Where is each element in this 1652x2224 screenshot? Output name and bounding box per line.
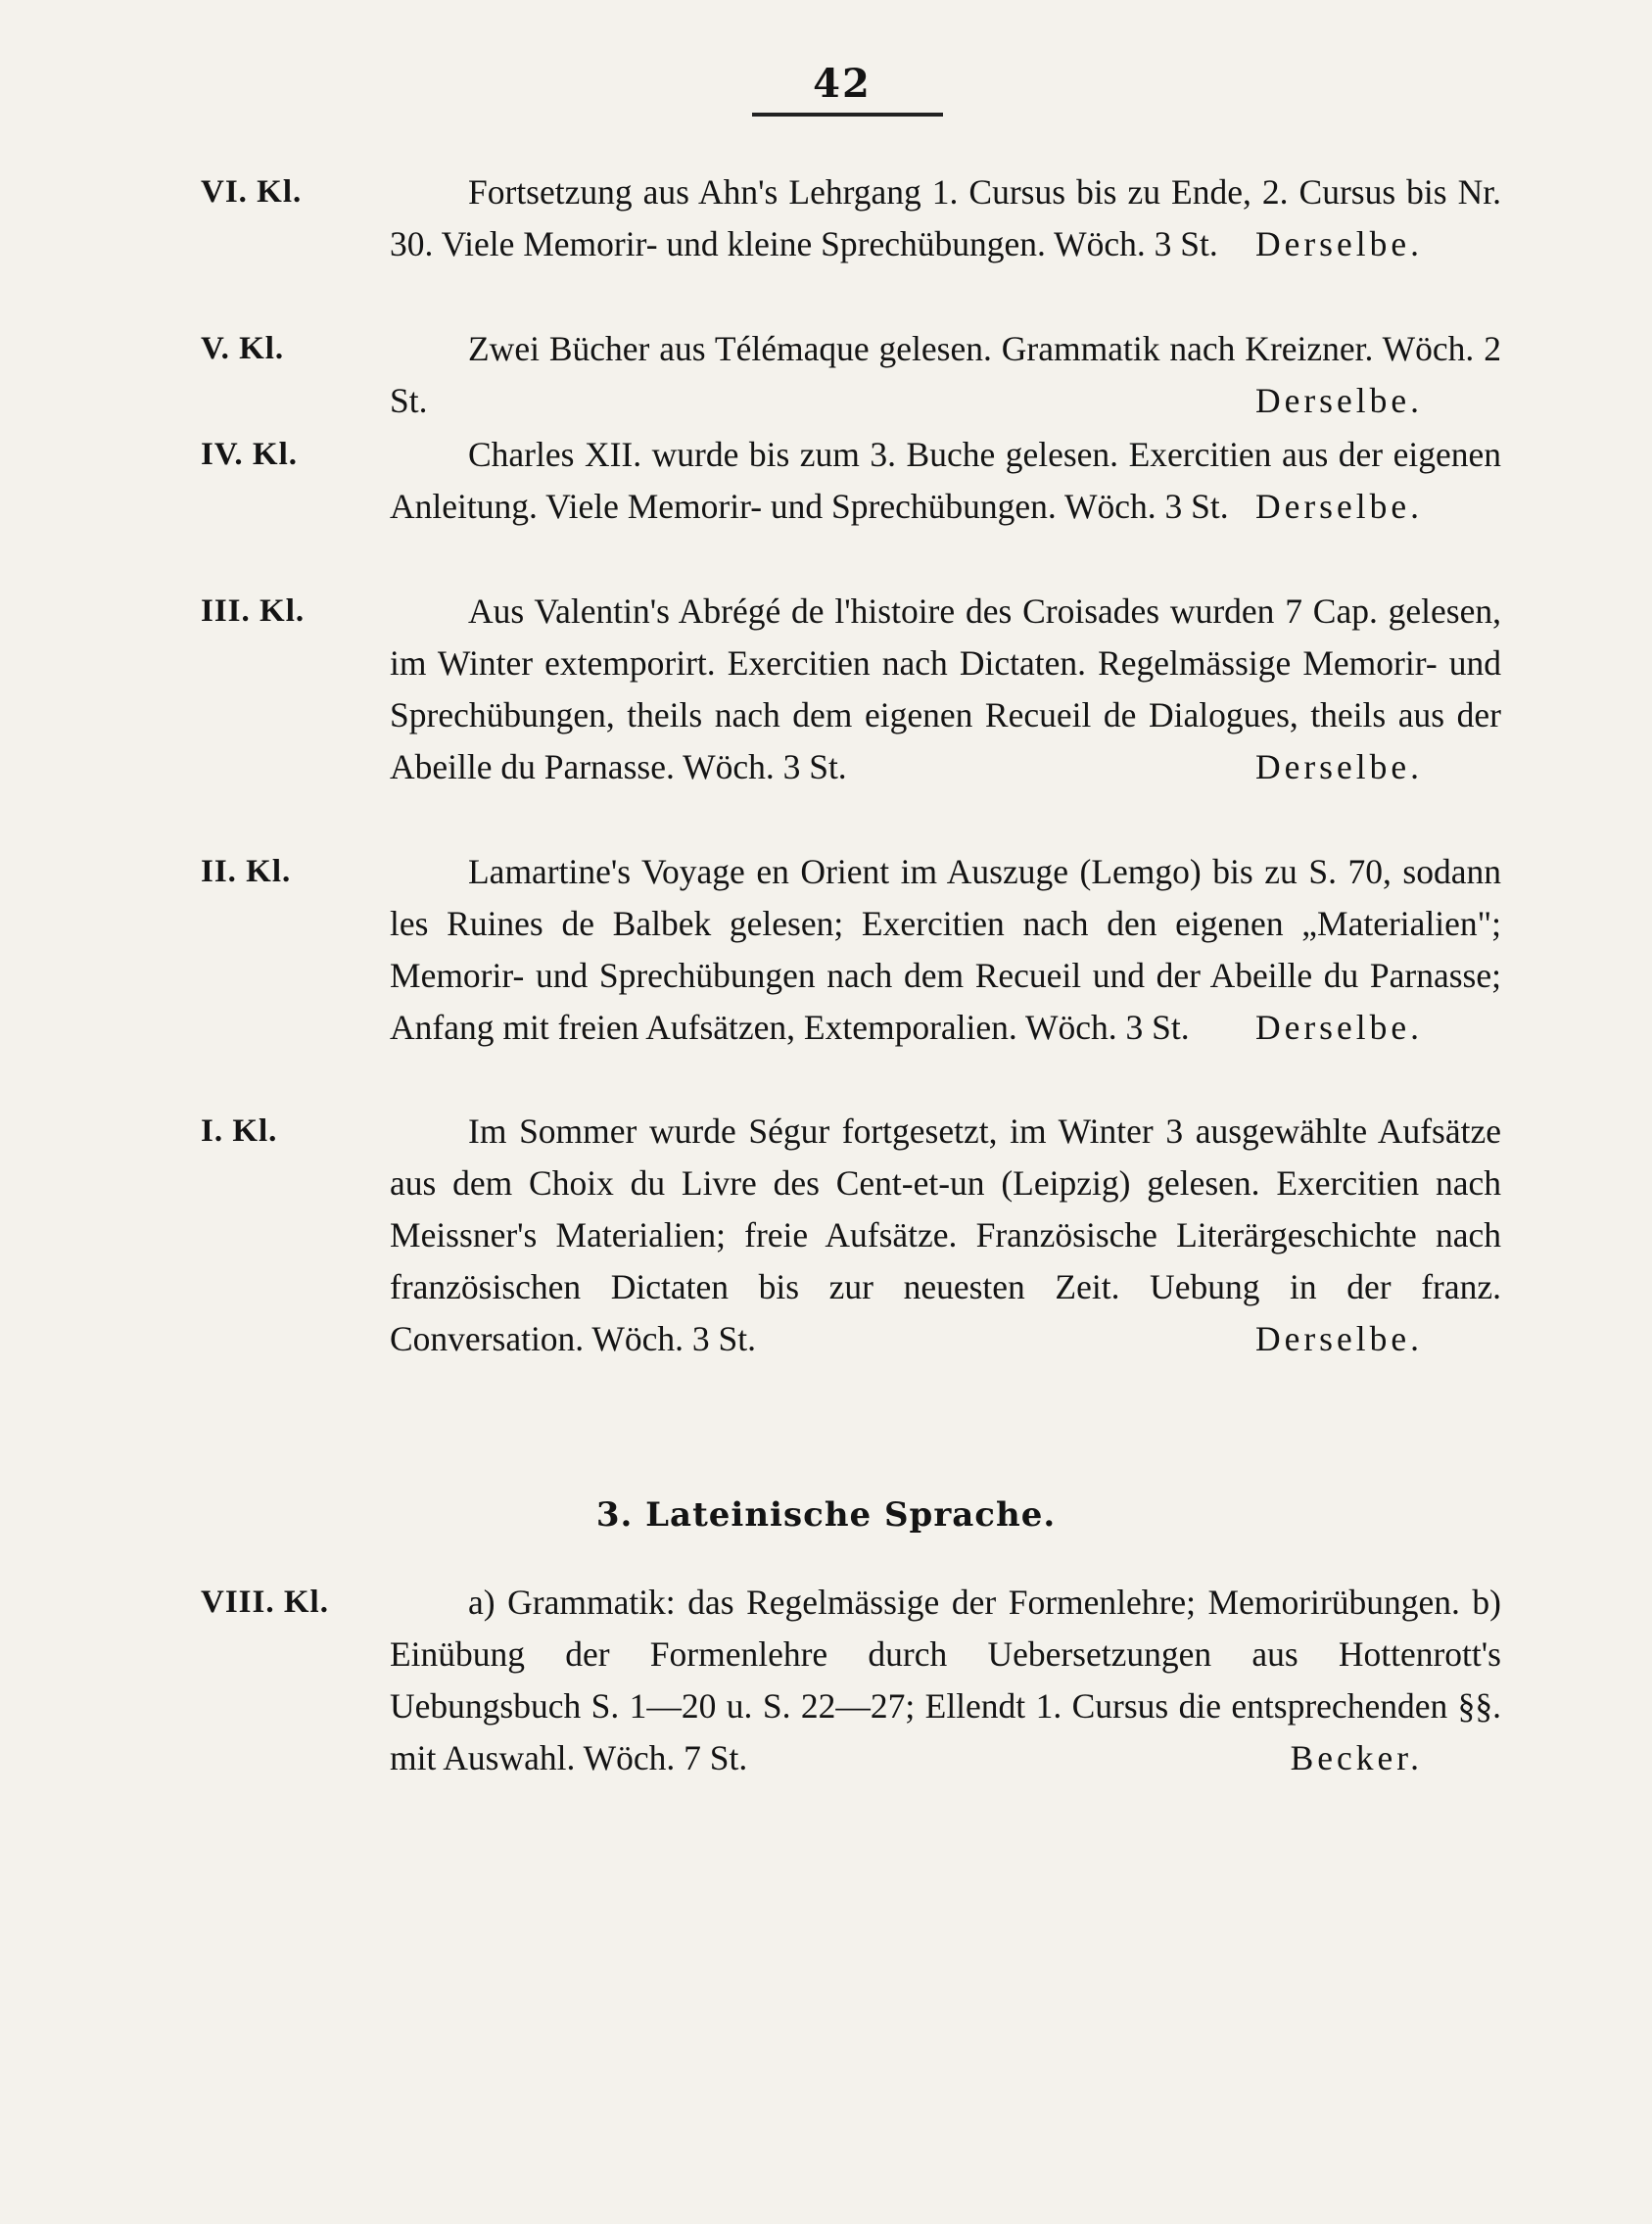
class-label: II. Kl. [201, 854, 292, 889]
entry-body: Charles XII. wurde bis zum 3. Buche gelesen. Exercitien aus der eigenen Anleitung. Viele Memorir- und Sprechübungen. Wöch. 3 St. [390, 435, 1501, 526]
entry-body: Fortsetzung aus Ahn's Lehrgang 1. Cursus bis zu Ende, 2. Cursus bis Nr. 30. Viele Memorir- und kleine Sprechübungen. Wöch. 3 St. [390, 172, 1501, 263]
teacher-name: Derselbe. [1254, 747, 1423, 786]
section-heading: 3. Lateinische Sprache. [595, 1495, 1057, 1535]
class-label: VI. Kl. [201, 174, 303, 210]
entry-body: Im Sommer wurde Ségur fortgesetzt, im Winter 3 ausgewählte Aufsätze aus dem Choix du Livre des Cent-et-un (Leipzig) gelesen. Exercitien nach Meissner's Materialien; freie Aufsätze. Französische Literärgeschichte nach französischen Dictaten bis zur neuesten Zeit. Uebung in der franz. Conversation. Wöch. 3 St. [390, 1112, 1501, 1358]
class-label: IV. Kl. [201, 437, 299, 472]
teacher-name: Derselbe. [1254, 1008, 1423, 1047]
header-rule [752, 113, 943, 117]
teacher-name: Derselbe. [1254, 487, 1423, 526]
class-label: I. Kl. [201, 1113, 278, 1149]
entry-body: a) Grammatik: das Regelmässige der Formenlehre; Memorirübungen. b) Einübung der Formenlehre durch Uebersetzungen aus Hottenrott's Uebungsbuch S. 1—20 u. S. 22—27; Ellendt 1. Cursus die entsprechenden §§. mit Auswahl. Wöch. 7 St. [390, 1583, 1501, 1777]
teacher-name: Becker. [1290, 1738, 1423, 1777]
entry-text [390, 846, 1501, 1054]
entry-text [390, 323, 1501, 427]
class-label: V. Kl. [201, 331, 285, 366]
entry-text [390, 586, 1501, 793]
entry-text [390, 1577, 1501, 1784]
class-label: III. Kl. [201, 593, 306, 629]
class-label: VIII. Kl. [201, 1585, 329, 1620]
entry-text [390, 166, 1501, 270]
entry-text [390, 1106, 1501, 1365]
entry-body: Aus Valentin's Abrégé de l'histoire des Croisades wurden 7 Cap. gelesen, im Winter extemporirt. Exercitien nach Dictaten. Regelmässige Memorir- und Sprechübungen, theils nach dem eigenen Recueil de Dialogues, theils aus der Abeille du Parnasse. Wöch. 3 St. [390, 591, 1501, 786]
teacher-name: Derselbe. [1254, 1319, 1423, 1358]
entry-body: Zwei Bücher aus Télémaque gelesen. Grammatik nach Kreizner. Wöch. 2 St. [390, 329, 1501, 420]
teacher-name: Derselbe. [1254, 381, 1423, 420]
entry-text [390, 429, 1501, 533]
page-number: 42 [813, 61, 872, 107]
entry-body: Lamartine's Voyage en Orient im Auszuge (Lemgo) bis zu S. 70, sodann les Ruines de Balbek gelesen; Exercitien nach den eigenen „Materialien"; Memorir- und Sprechübungen nach dem Recueil und der Abeille du Parnasse; Anfang mit freien Aufsätzen, Extemporalien. Wöch. 3 St. [390, 852, 1501, 1047]
teacher-name: Derselbe. [1254, 224, 1423, 263]
